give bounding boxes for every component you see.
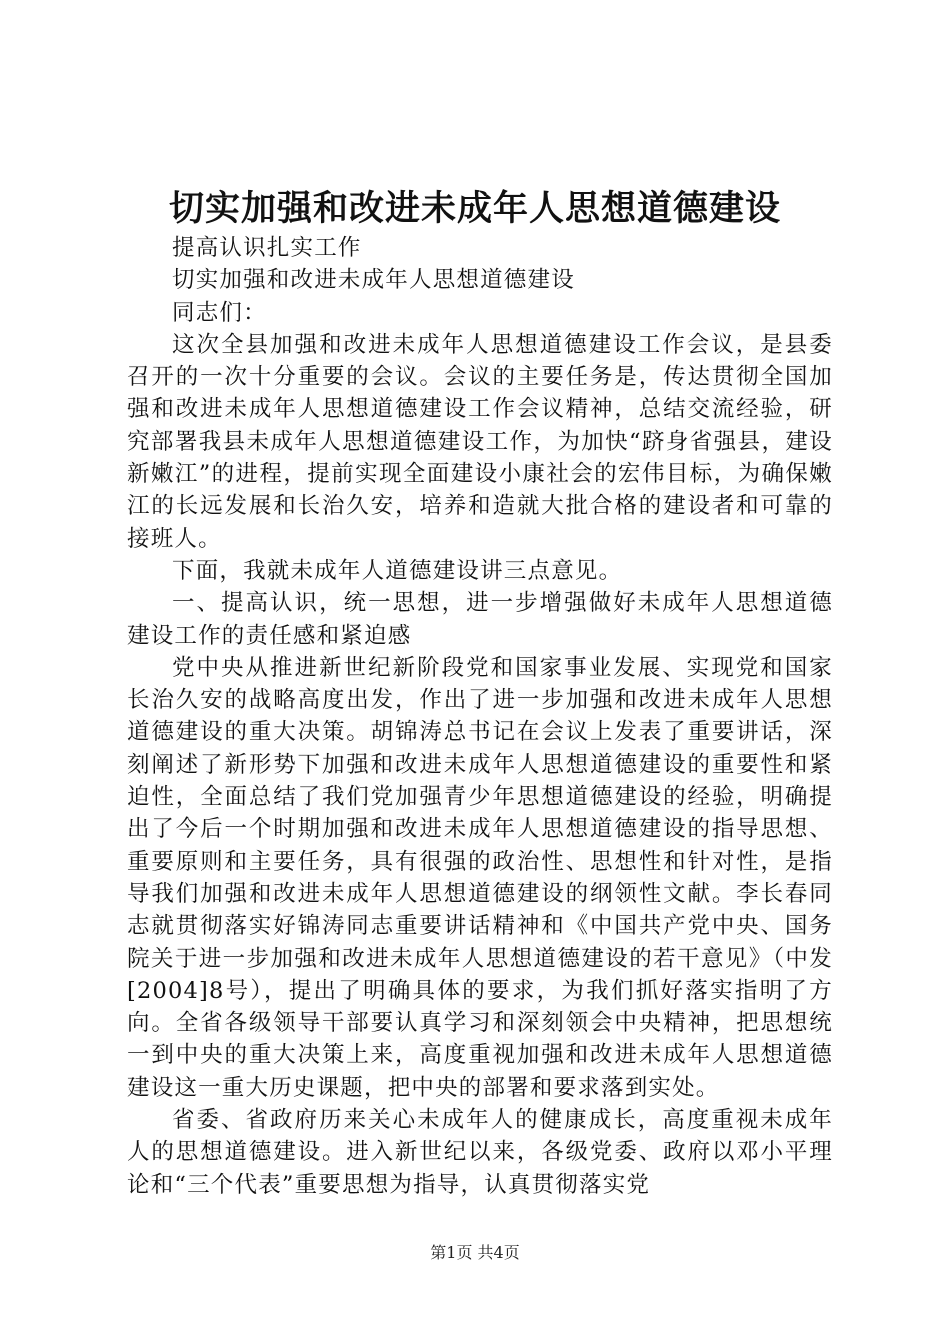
section-heading: 一、提高认识，统一思想，进一步增强做好未成年人思想道德建设工作的责任感和紧迫感 bbox=[127, 590, 833, 649]
salutation: 同志们： bbox=[172, 299, 267, 326]
body-paragraph: 党中央从推进新世纪新阶段党和国家事业发展、实现党和国家长治久安的战略高度出发，作出了进一步加强和改进未成年人思想道德建设的重大决策。胡锦涛总书记在会议上发表了重要讲话，深刻阐述了新形势下加强和改进未成年人思想道德建设的重要性和紧迫性，全面总结了我们党加强青少年思想道德建设的经验，明确提出了今后一个时期加强和改进未成年人思想道德建设的指导思想、重要原则和主要任务，具有很强的政治性、思想性和针对性，是指导我们加强和改进未成年人思想道德建设的纲领性文献。李长春同志就贯彻落实好锦涛同志重要讲话精神和《中国共产党中央、国务院关于进一步加强和改进未成年人思想道德建设的若干意见》（中发[2004]8号），提出了明确具体的要求，为我们抓好落实指明了方向。全省各级领导干部要认真学习和深刻领会中央精神，把思想统一到中央的重大决策上来，高度重视加强和改进未成年人思想道德建设这一重大历史课题，把中央的部署和要求落到实处。 bbox=[127, 654, 833, 1101]
document-body bbox=[127, 232, 833, 1201]
page-number-footer: 第1页 共4页 bbox=[430, 1243, 520, 1262]
heading-line: 切实加强和改进未成年人思想道德建设 bbox=[172, 267, 575, 294]
document-title: 切实加强和改进未成年人思想道德建设 bbox=[168, 188, 781, 229]
subtitle-line: 提高认识扎实工作 bbox=[172, 235, 362, 261]
body-paragraph: 下面，我就未成年人道德建设讲三点意见。 bbox=[172, 557, 623, 584]
body-paragraph: 这次全县加强和改进未成年人思想道德建设工作会议，是县委召开的一次十分重要的会议。会议的主要任务是，传达贯彻全国加强和改进未成年人思想道德建设工作会议精神，总结交流经验，研究部署我县未成年人思想道德建设工作，为加快“跻身省强县，建设新嫩江”的进程，提前实现全面建设小康社会的宏伟目标，为确保嫩江的长远发展和长治久安，培养和造就大批合格的建设者和可靠的接班人。 bbox=[127, 331, 833, 552]
body-paragraph: 省委、省政府历来关心未成年人的健康成长，高度重视未成年人的思想道德建设。进入新世纪以来，各级党委、政府以邓小平理论和“三个代表”重要思想为指导，认真贯彻落实党 bbox=[127, 1107, 833, 1198]
